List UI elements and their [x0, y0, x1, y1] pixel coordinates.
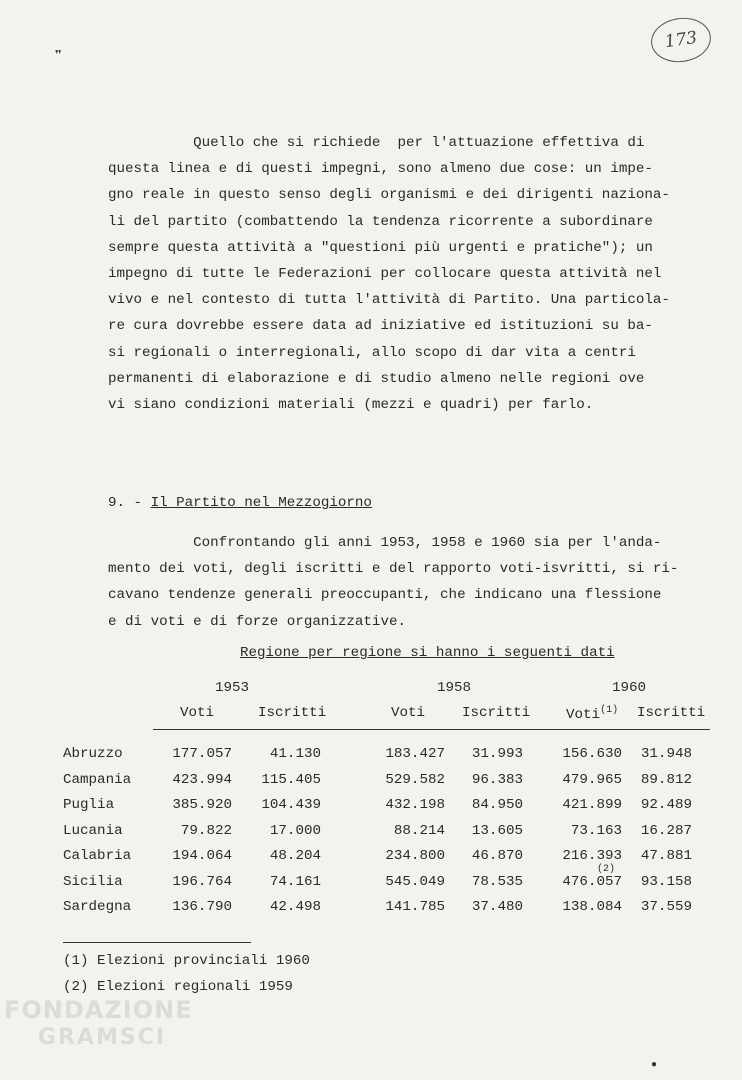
paragraph-line: e di voti e di forze organizzative. [108, 613, 406, 630]
table-row [0, 746, 742, 770]
column-header-iscritti-1958: Iscritti [462, 705, 531, 721]
table-row [0, 772, 742, 796]
column-header-iscritti-1960: Iscritti [637, 705, 706, 721]
table-cell-voti-1958: 545.049 [385, 873, 445, 890]
table-cell-iscritti-1958: 96.383 [471, 771, 523, 788]
paragraph-2 [108, 530, 708, 635]
paragraph-line: Confrontando gli anni 1953, 1958 e 1960 sia per l'anda- [108, 535, 662, 551]
footnote-rule [63, 942, 251, 943]
table-cell-voti-1953: 177.057 [172, 746, 232, 762]
section-number: 9. - [108, 495, 151, 511]
year-header-1953: 1953 [215, 680, 250, 696]
table-cell-voti-1953: 79.822 [180, 822, 232, 839]
paragraph-line: si regionali o interregionali, allo scopo di dar vita a centri [108, 344, 636, 361]
paragraph-line: Quello che si richiede per l'attuazione effettiva di [108, 135, 645, 151]
footnote-ref-2: (2) [597, 863, 616, 875]
paragraph-line: re cura dovrebbe essere data ad iniziative ed istituzioni su ba- [108, 318, 653, 335]
paragraph-line: mento dei voti, degli iscritti e del rapporto voti-isvritti, si ri- [108, 561, 679, 578]
table-row [0, 899, 742, 923]
table-cell-iscritti-1958: 84.950 [471, 797, 523, 813]
table-cell-voti-1953: 196.764 [172, 873, 232, 890]
table-cell-iscritti-1953: 104.439 [261, 797, 321, 813]
footnote-2: (2) Elezioni regionali 1959 [63, 979, 293, 995]
table-cell-voti-1953: 423.994 [172, 771, 232, 788]
watermark-logo [4, 996, 204, 1052]
table-cell-iscritti-1960: 37.559 [640, 899, 692, 915]
table-cell-iscritti-1958: 31.993 [471, 746, 523, 762]
column-header-voti-1953: Voti [180, 705, 215, 721]
table-title: Regione per regione si hanno i seguenti dati [240, 645, 615, 661]
table-cell-voti-1953: 194.064 [172, 848, 232, 864]
table-cell-iscritti-1960: 93.158 [640, 873, 692, 890]
table-cell-region: Puglia [63, 797, 115, 813]
table-cell-iscritti-1960: 89.812 [640, 771, 692, 788]
table-header-rule [153, 729, 710, 730]
watermark-line-1: FONDAZIONE [4, 996, 193, 1024]
table-row [0, 848, 742, 872]
table-cell-voti-1960: 156.630 [562, 746, 622, 762]
table-cell-iscritti-1958: 13.605 [471, 822, 523, 839]
page-number-stamp: 173 [648, 14, 714, 66]
table-cell-voti-1960: 216.393 [562, 848, 622, 864]
table-cell-iscritti-1953: 17.000 [269, 822, 321, 839]
table-cell-iscritti-1953: 115.405 [261, 771, 321, 788]
table-cell-voti-1958: 234.800 [385, 848, 445, 864]
table-cell-iscritti-1953: 48.204 [269, 848, 321, 864]
paragraph-line: vivo e nel contesto di tutta l'attività di Partito. Una particola- [108, 292, 670, 309]
paragraph-line: permanenti di elaborazione e di studio almeno nelle regioni ove [108, 370, 645, 387]
paragraph-line: gno reale in questo senso degli organismi e dei dirigenti naziona- [108, 187, 670, 204]
paragraph-line: impegno di tutte le Federazioni per collocare questa attività nel [108, 266, 662, 283]
table-cell-voti-1960: 73.163 [570, 822, 622, 839]
table-row [0, 823, 742, 847]
paragraph-line: questa linea e di questi impegni, sono almeno due cose: un impe- [108, 161, 653, 178]
footnote-1: (1) Elezioni provinciali 1960 [63, 953, 310, 969]
table-cell-region: Abruzzo [63, 746, 123, 762]
table-cell-voti-1953: 385.920 [172, 797, 232, 813]
watermark-line-2: GRAMSCI [38, 1025, 167, 1050]
paragraph-line: sempre questa attività a "questioni più urgenti e pratiche"); un [108, 239, 653, 256]
table-cell-region: Lucania [63, 822, 123, 839]
paragraph-1 [108, 130, 708, 418]
table-cell-voti-1960: 476.057 [562, 873, 622, 890]
table-cell-iscritti-1958: 78.535 [471, 873, 523, 890]
column-header-voti-1960: Voti$^{(1)}$ [566, 705, 619, 723]
table-cell-voti-1960: 479.965 [562, 771, 622, 788]
table-cell-iscritti-1960: 92.489 [640, 797, 692, 813]
table-cell-voti-1953: 136.790 [172, 899, 232, 915]
year-header-1958: 1958 [437, 680, 472, 696]
table-cell-voti-1958: 88.214 [393, 822, 445, 839]
table-cell-voti-1958: 183.427 [385, 746, 445, 762]
table-row [0, 797, 742, 821]
table-cell-iscritti-1960: 47.881 [640, 848, 692, 864]
table-cell-voti-1960: 421.899 [562, 797, 622, 813]
table-cell-iscritti-1953: 74.161 [269, 873, 321, 890]
table-cell-voti-1958: 529.582 [385, 771, 445, 788]
table-cell-region: Calabria [63, 848, 132, 864]
table-row [0, 863, 742, 898]
table-cell-iscritti-1953: 41.130 [269, 746, 321, 762]
table-cell-region: Campania [63, 771, 132, 788]
column-header-voti-1958: Voti [391, 705, 426, 721]
footnote-ref-1: (1) [600, 705, 619, 716]
ink-dot: ● [651, 1060, 658, 1071]
column-header-iscritti-1953: Iscritti [258, 705, 327, 721]
table-cell-iscritti-1960: 31.948 [640, 746, 692, 762]
table-cell-iscritti-1958: 37.480 [471, 899, 523, 915]
table-cell-iscritti-1953: 42.498 [269, 899, 321, 915]
year-header-1960: 1960 [612, 680, 647, 696]
table-cell-voti-1958: 432.198 [385, 797, 445, 813]
table-cell-region: Sicilia [63, 873, 123, 890]
table-cell-region: Sardegna [63, 899, 132, 915]
section-heading [108, 495, 372, 511]
paragraph-line: cavano tendenze generali preoccupanti, che indicano una flessione [108, 587, 662, 604]
table-cell-iscritti-1960: 16.287 [640, 822, 692, 839]
paragraph-line: li del partito (combattendo la tendenza ricorrente a subordinare [108, 213, 653, 230]
table-cell-voti-1958: 141.785 [385, 899, 445, 915]
table-cell-iscritti-1958: 46.870 [471, 848, 523, 864]
paragraph-line: vi siano condizioni materiali (mezzi e quadri) per farlo. [108, 397, 594, 414]
ink-mark: ❞ [54, 49, 63, 65]
table-cell-voti-1960: 138.084 [562, 899, 622, 915]
section-title: Il Partito nel Mezzogiorno [150, 495, 372, 511]
